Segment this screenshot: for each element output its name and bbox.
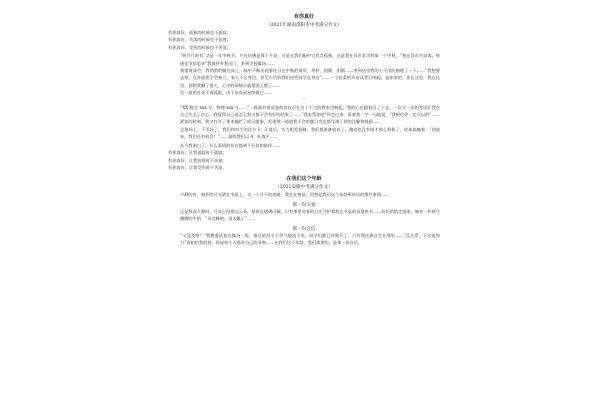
paragraph: “XX 数学 xxx 分，物理 xxx 分……”一阵阵对着试卷的哀叹声在这个不大的教室里响起，我的心也跟着沉了下去，一次又一次的考试让我对自己失去了信心，我觉得自己再怎么努力都不会有好的结果了……“我来帮你吧”你走过来，看着我一字一句地说，“我相信你一定可以的”…… — [180, 104, 440, 118]
essay-subtitle: （2021年湖南邵阳市中考满分作文） — [265, 23, 342, 28]
essay-body — [168, 52, 440, 96]
essay-title: 有你真好 — [293, 14, 314, 20]
poem-line: 有你真好，受伤的时候也不苦涩。 — [168, 44, 231, 50]
paragraph: 正是我深入静时，月亮已经爬过云朵，星星在熠熠闪耀，只有那里亮着的灯光守护着我在书桌前奋笔疾书……妈妈悄悄走进来，端来一杯热气腾腾的牛奶，“早点睡吧，别太累了”…… — [180, 208, 440, 222]
paragraph: 宁静的夜，窗外的月光洒在书桌上，又一个月下的夜晚，我坐在窗前，回想起我们这个年龄所经历的那些事情…… — [180, 192, 390, 198]
paragraph: 我望着深空，我悄悄的躺在床上，脑中不断出现着往日在中秋的情形，举杯，团圆，团圆……里到这里我的心不由的抽噎了一下……“我想要去家，在外面要学会独立，家人不在身边，但至少仍有我们这些同学在身边”……一个轻柔的声音从背后响起，是你来的，你在这里，我在这里，你陪我聊了很久，心中的烦恼早就烟消云散了…… — [180, 68, 440, 88]
essay-body-2 — [168, 104, 440, 141]
paragraph: “明月几时有”又是一年中秋节，月亮仿佛是那个月亮，可是在我们眼中它有点孤独，这是我在异乡求学的第一个中秋，“独在异乡为异客，每逢佳节倍思亲”我披件外套出门，来到学校操场…… — [180, 53, 440, 66]
section-heading: 那一份关爱 — [292, 202, 316, 208]
closing-line: 有你真好，让我彷徨时不彷徨； — [168, 157, 227, 163]
opening-poem — [168, 29, 440, 51]
essay-title-2: 在我们这个年龄 — [286, 176, 322, 183]
essay-subtitle-2: （2021安徽中考满分作文） — [275, 185, 333, 191]
closing-line: 有你真好，让我孤寂时不孤寂； — [168, 150, 227, 156]
closing-lines — [168, 142, 440, 172]
closing-line: 有你真好，让我受伤时不苦涩。 — [168, 164, 227, 170]
section-heading: 那一份自信 — [292, 226, 316, 232]
paragraph: 足球场上，下半场了，我们和对手的比分 1：3 落后，实力相差悬殊，我们都准备放弃了，跑动也没有刚才那么积极了，你却高喊着：“别放弃，我们还有机会！”……最终我们以 4：4 战平…… — [180, 126, 440, 140]
document-sheet — [168, 6, 440, 398]
page-header: ········· ······ — [292, 6, 316, 10]
paragraph: 这一夜的月亮不再孤寂，由于仿有星星陪着它…… — [180, 90, 273, 96]
paragraph: 紧张的时刻，我又打开了那本翻烂了的习题册，发现那一道道我不会的题目旁边都写满了你的注解和鼓励…… — [180, 119, 382, 125]
poem-line: 有你真好，孤独的时候也不孤寂； — [168, 30, 231, 35]
section-divider: ⋯ — [302, 96, 306, 102]
poem-line: 有你真好，失落的时候也不彷徨； — [168, 37, 231, 43]
essay2-body — [168, 191, 440, 198]
closing-line: 从今我明白了，什么事情的存在都离不开你的陪伴…… — [180, 142, 281, 148]
paragraph: “又没及格！”我抱着试卷在操场一角，难过的泪水不争气地流下来，同学们都已经离开了，只有我还独自坐在那里……“没关系，下次再努力”你拍拍我的肩，你说每个人都有自己的节奏……在我们这个年龄，我们需要的，是那一份自信。 — [180, 232, 440, 245]
